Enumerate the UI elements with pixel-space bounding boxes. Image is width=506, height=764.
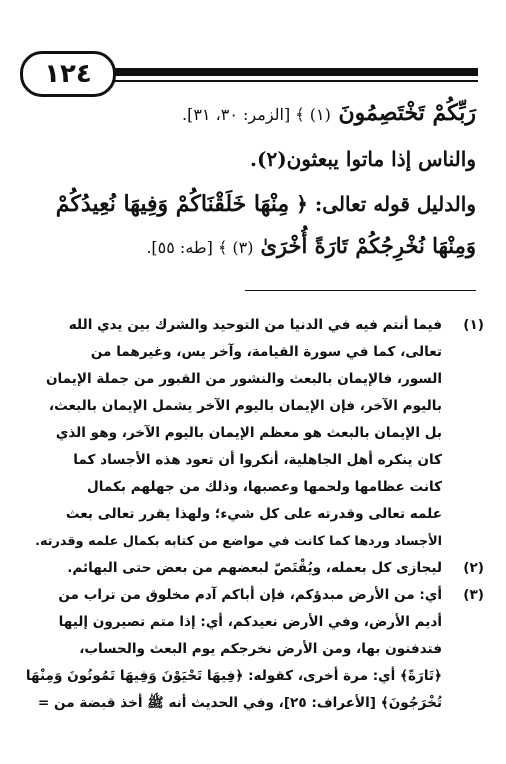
verse-reference: (١) ﴾ [الزمر: ٣٠، ٣١].: [181, 105, 331, 124]
footnote-line: كان ينكره أهل الجاهلية، أنكروا أن تعود هذه الأجساد كما: [73, 452, 442, 468]
header-rule: [100, 68, 478, 76]
footnote-line: تُخْرَجُونَ﴾ [الأعراف: ٢٥]، وفي الحديث أنه ﷺ أخذ قبضة من =: [37, 695, 442, 711]
quran-verse: مِنْهَا خَلَقْنَاكُمْ وَفِيهَا نُعِيدُكُمْ: [55, 191, 290, 217]
footnote-line: الأجساد وردها كما كانت في مواضع من كتابه بكمال علمه وقدرته.: [35, 534, 442, 549]
footnote-line: السور، فالإيمان بالبعث والنشور من القبور من جملة الإيمان: [45, 371, 442, 387]
footnote-line: أديم الأرض، وفي الأرض نعيدكم، أي: إذا متم تصيرون إليها: [58, 614, 442, 630]
footnote-body: [24, 555, 442, 582]
footnote-1: [24, 312, 484, 555]
verse-reference: (٣) ﴾ [طه: ٥٥].: [146, 238, 254, 257]
page-number-badge: [20, 51, 116, 97]
footnote-line: ليجازى كل بعمله، ويُقْتَصّ لبعضهم من بعض حتى البهائم.: [67, 560, 442, 576]
footnote-line: علمه تعالى وقدرته على كل شيء؛ ولهذا يقرر تعالى بعث: [65, 506, 442, 522]
header-rule-thin: [100, 80, 478, 82]
footnote-2: [24, 555, 484, 582]
footnote-line: أي: من الأرض مبدؤكم، فإن أباكم آدم مخلوق من تراب من: [58, 587, 442, 603]
footnote-line: باليوم الآخر، فإن الإيمان باليوم الآخر يشمل الإيمان بالبعث،: [48, 398, 442, 414]
footnote-line: ﴿تَارَةً﴾ أي: مرة أخرى، كقوله: ﴿فِيهَا تَحْيَوْنَ وَفِيهَا تَمُوتُونَ وَمِنْهَا: [25, 668, 442, 684]
footnote-body: [24, 312, 442, 555]
footnote-line: كانت عظامها ولحمها وعصبها، وذلك من جهلهم بكمال: [86, 479, 442, 495]
footnote-line: تعالى، كما في سورة القيامة، وآخر يس، وغيرهما من: [90, 344, 442, 360]
footnote-number: (١): [463, 317, 484, 333]
footnote-body: [24, 582, 442, 717]
main-line-1: [182, 100, 476, 126]
footnote-line: بل الإيمان بالبعث هو معظم الإيمان باليوم الآخر، وهو الذي: [55, 425, 442, 441]
main-line-4: [146, 233, 476, 258]
footnote-3: [24, 582, 484, 717]
page-number: ١٢٤: [44, 59, 92, 89]
quran-verse: وَمِنْهَا نُخْرِجُكُمْ تَارَةً أُخْرَىٰ: [260, 233, 476, 258]
main-sentence: والناس إذا ماتوا يبعثون(٢).: [250, 147, 476, 171]
main-line-2: [250, 147, 476, 171]
footnote-number: (٣): [463, 587, 484, 603]
footnote-number: (٢): [463, 560, 484, 576]
evidence-intro: والدليل قوله تعالى: ﴿: [296, 192, 476, 216]
footnote-line: فتدفنون بها، ومن الأرض نخرجكم يوم البعث والحساب،: [79, 641, 442, 657]
main-line-3: [56, 191, 476, 217]
quran-verse: رَبِّكُمْ تَخْتَصِمُونَ: [338, 100, 476, 126]
footnote-line: فيما أنتم فيه في الدنيا من التوحيد والشرك بين يدي الله: [68, 317, 442, 333]
footnote-separator: [245, 290, 476, 291]
